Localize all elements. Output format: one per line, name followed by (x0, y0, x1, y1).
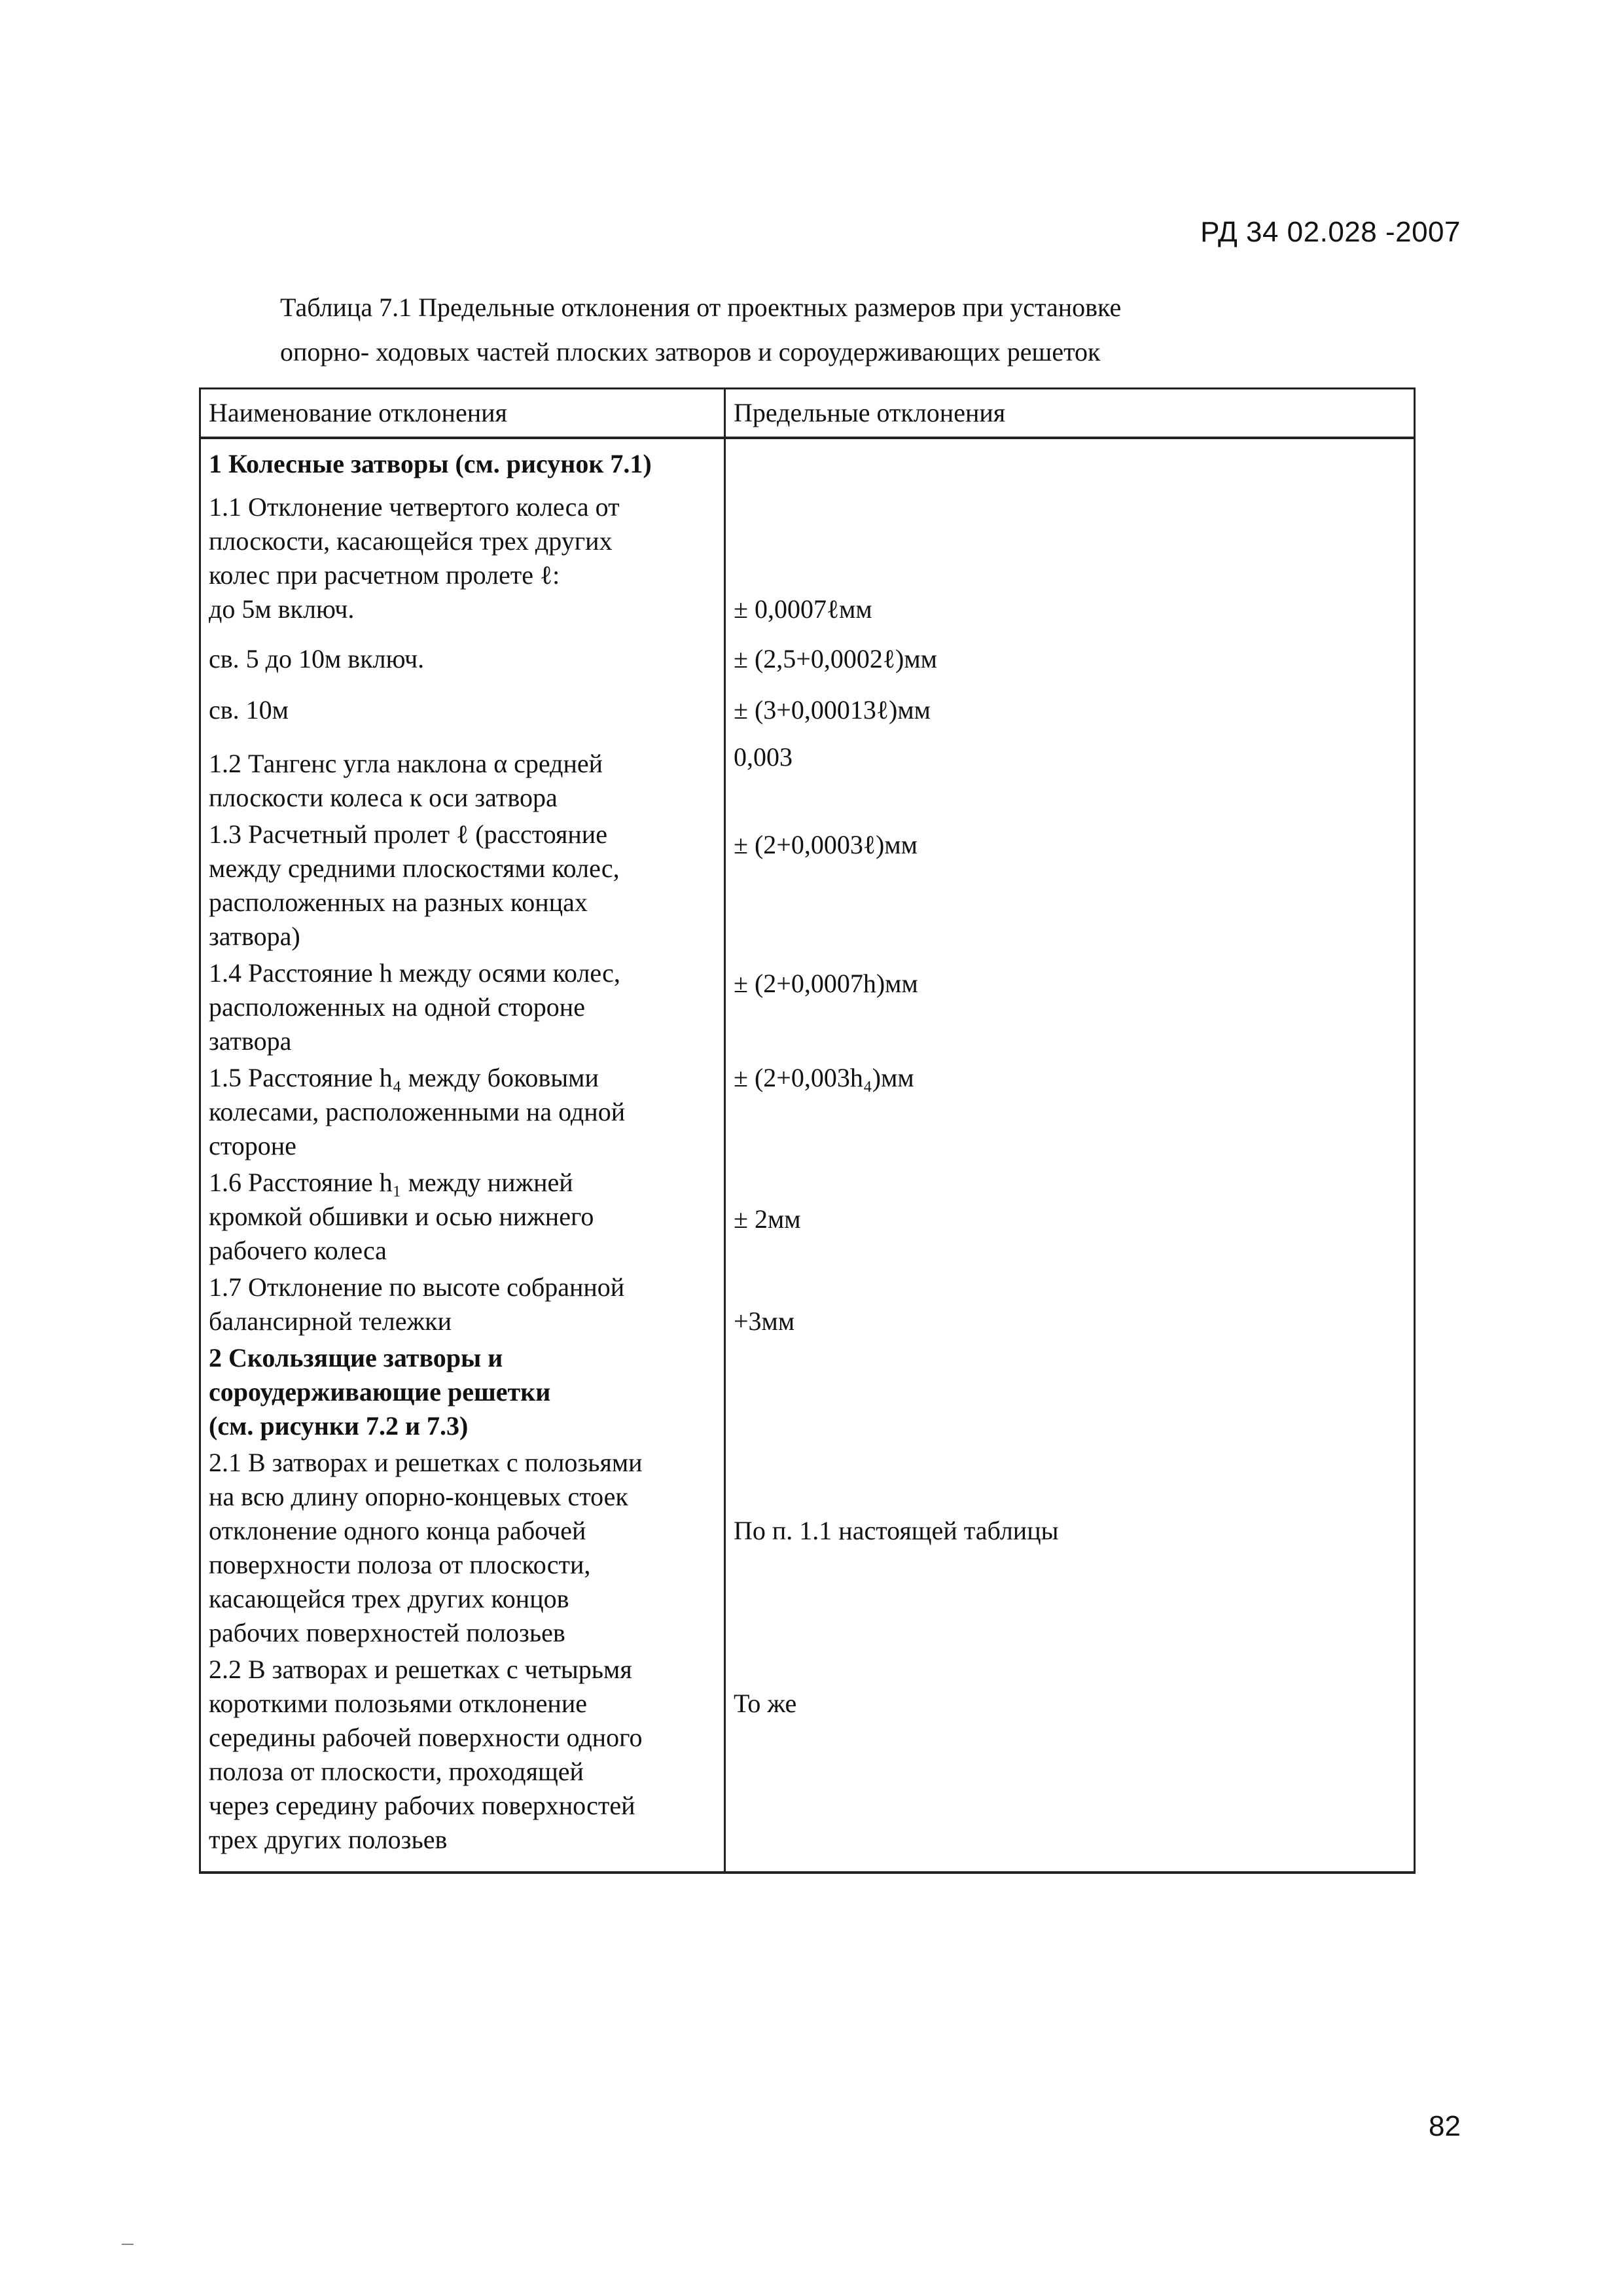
deviation-name-cell (200, 685, 725, 736)
document-code: РД 34 02.028 -2007 (1200, 216, 1461, 248)
table-row (200, 955, 1415, 1060)
deviation-limit-value: 0,003 (734, 742, 793, 772)
table-row (200, 1444, 1415, 1651)
deviation-limit-cell (725, 1340, 1415, 1444)
deviation-name-line: до 5м включ. (209, 594, 355, 624)
deviation-name-line: колес при расчетном пролете ℓ: (209, 560, 560, 590)
deviation-name-cell (200, 481, 725, 634)
deviation-name-line: (см. рисунки 7.2 и 7.3) (209, 1411, 469, 1441)
deviation-name-line: 2.1 В затворах и решетках с полозьями (209, 1448, 643, 1477)
page-number: 82 (1429, 2110, 1461, 2142)
deviation-name-line: 1.4 Расстояние h между осями колес, (209, 958, 620, 988)
deviation-limit-cell (725, 481, 1415, 634)
table-row (200, 736, 1415, 816)
deviation-limit-value: ± (2,5+0,0002ℓ)мм (734, 644, 937, 673)
deviation-name-line: касающейся трех других концов (209, 1584, 569, 1613)
deviation-name-line: 1 Колесные затворы (см. рисунок 7.1) (209, 449, 652, 478)
table-row (200, 438, 1415, 481)
deviation-limit-value: ± (2+0,003h₄)мм (734, 1063, 914, 1092)
deviation-name-cell (200, 1164, 725, 1269)
deviation-limit-cell (725, 1651, 1415, 1873)
deviation-name-line: полоза от плоскости, проходящей (209, 1757, 584, 1786)
deviation-name-line: затвора) (209, 922, 300, 951)
deviation-name-cell (200, 1651, 725, 1873)
deviation-name-line: поверхности полоза от плоскости, (209, 1550, 591, 1579)
table-row (200, 634, 1415, 685)
deviation-name-line: сороудерживающие решетки (209, 1377, 551, 1407)
table-row (200, 1060, 1415, 1164)
deviation-name-line: через середину рабочих поверхностей (209, 1791, 635, 1820)
deviation-name-line: 1.7 Отклонение по высоте собранной (209, 1272, 625, 1302)
deviation-limit-value: ± 0,0007ℓмм (734, 594, 872, 624)
deviation-name-line: 1.3 Расчетный пролет ℓ (расстояние (209, 819, 607, 849)
deviation-name-line: расположенных на разных концах (209, 888, 588, 917)
deviation-name-line: середины рабочей поверхности одного (209, 1723, 643, 1752)
deviation-name-line: 1.1 Отклонение четвертого колеса от (209, 492, 620, 522)
deviation-limit-cell (725, 816, 1415, 955)
caption-line-2: опорно- ходовых частей плоских затворов и сороудерживающих решеток (280, 337, 1101, 367)
deviation-name-cell (200, 736, 725, 816)
deviation-limit-cell (725, 955, 1415, 1060)
deviation-limit-value: ± 2мм (734, 1204, 801, 1234)
deviation-name-line: затвора (209, 1026, 292, 1056)
deviation-name-line: рабочих поверхностей полозьев (209, 1618, 565, 1647)
deviation-name-cell (200, 438, 725, 481)
deviation-name-line: 2 Скользящие затворы и (209, 1343, 503, 1372)
deviation-limit-cell (725, 1269, 1415, 1340)
table-row (200, 1651, 1415, 1873)
deviation-limit-cell (725, 736, 1415, 816)
table-row (200, 1164, 1415, 1269)
deviation-limit-value: То же (734, 1689, 797, 1718)
deviation-limit-cell (725, 438, 1415, 481)
deviation-limit-cell (725, 685, 1415, 736)
deviation-name-line: 1.5 Расстояние h₄ между боковыми (209, 1063, 599, 1092)
caption-line-1: Таблица 7.1 Предельные отклонения от проектных размеров при установке (280, 293, 1122, 322)
deviation-name-cell (200, 955, 725, 1060)
margin-mark (122, 2244, 134, 2245)
deviation-limit-value: +3мм (734, 1306, 795, 1336)
deviation-name-line: балансирной тележки (209, 1306, 452, 1336)
deviation-name-line: стороне (209, 1131, 296, 1160)
deviation-name-line: на всю длину опорно-концевых стоек (209, 1482, 628, 1511)
deviation-name-line: трех других полозьев (209, 1825, 448, 1854)
deviation-limit-value: ± (2+0,0007h)мм (734, 969, 918, 998)
table-row (200, 1340, 1415, 1444)
deviation-name-cell (200, 1269, 725, 1340)
deviation-name-line: св. 5 до 10м включ. (209, 644, 425, 673)
table-row (200, 816, 1415, 955)
deviation-name-cell (200, 634, 725, 685)
deviation-limit-value: ± (2+0,0003ℓ)мм (734, 830, 918, 859)
deviation-limit-value: По п. 1.1 настоящей таблицы (734, 1516, 1059, 1545)
deviation-limit-value: ± (3+0,00013ℓ)мм (734, 695, 931, 725)
column-header-limits: Предельные отклонения (725, 389, 1415, 439)
deviations-table (199, 387, 1416, 1874)
deviation-name-cell (200, 1444, 725, 1651)
deviation-name-line: расположенных на одной стороне (209, 992, 585, 1022)
deviation-name-line: 1.2 Тангенс угла наклона α средней (209, 749, 603, 778)
deviation-name-line: кромкой обшивки и осью нижнего (209, 1202, 594, 1231)
deviation-name-line: рабочего колеса (209, 1236, 387, 1265)
deviation-name-line: отклонение одного конца рабочей (209, 1516, 586, 1545)
deviation-name-cell (200, 1060, 725, 1164)
deviation-limit-cell (725, 634, 1415, 685)
deviation-name-line: колесами, расположенными на одной (209, 1097, 626, 1126)
deviation-name-line: плоскости, касающейся трех других (209, 526, 613, 556)
column-header-name: Наименование отклонения (200, 389, 725, 439)
deviation-name-line: 1.6 Расстояние h₁ между нижней (209, 1168, 573, 1197)
deviation-name-line: 2.2 В затворах и решетках с четырьмя (209, 1655, 632, 1684)
table-header-row (200, 389, 1415, 439)
deviation-name-line: между средними плоскостями колес, (209, 853, 620, 883)
deviation-limit-cell (725, 1060, 1415, 1164)
deviation-limit-cell (725, 1444, 1415, 1651)
deviation-limit-cell (725, 1164, 1415, 1269)
deviation-name-line: короткими полозьями отклонение (209, 1689, 587, 1718)
deviation-name-line: св. 10м (209, 695, 289, 725)
table-caption (280, 285, 1432, 374)
table-row (200, 685, 1415, 736)
deviation-name-cell (200, 816, 725, 955)
deviation-name-line: плоскости колеса к оси затвора (209, 783, 558, 812)
table-row (200, 481, 1415, 634)
deviation-name-cell (200, 1340, 725, 1444)
table-row (200, 1269, 1415, 1340)
table-body (200, 438, 1415, 1873)
